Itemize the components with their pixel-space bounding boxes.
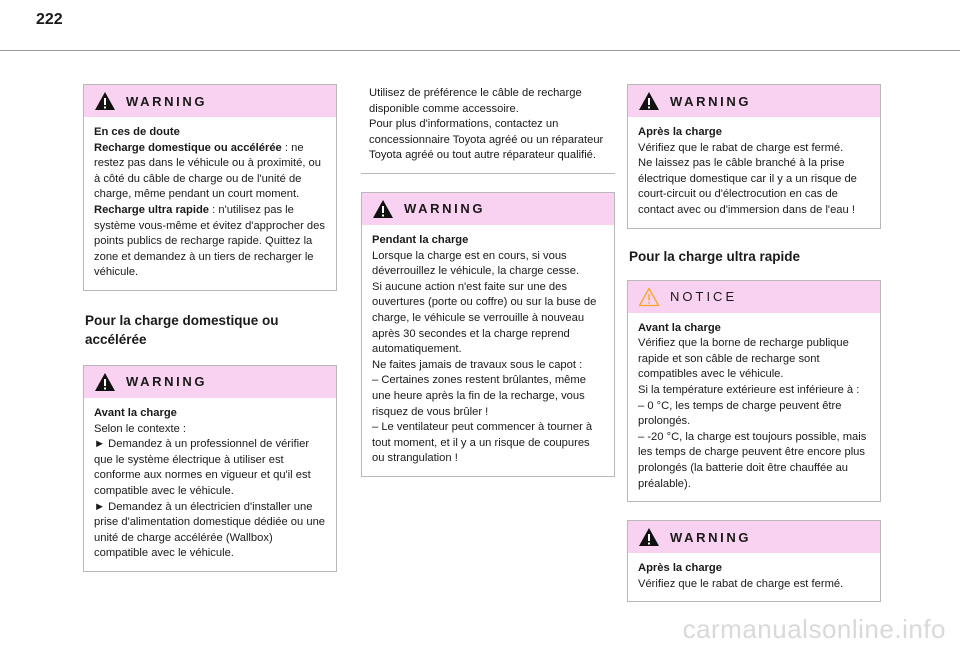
notice-paragraph: Si la température extérieure est inférieure à :	[638, 383, 860, 396]
warning-box-during-charge	[361, 192, 615, 477]
warning-body	[628, 553, 880, 601]
warning-triangle-icon	[638, 527, 660, 547]
warning-body	[84, 398, 336, 571]
warning-triangle-icon	[372, 199, 394, 219]
warning-paragraph: Vérifiez que le rabat de charge est fermé.	[638, 141, 844, 154]
warning-paragraph: Ne faites jamais de travaux sous le capot :	[372, 358, 583, 371]
notice-paragraph: – -20 °C, la charge est toujours possible, mais les temps de charge peuvent être encore plus prolongés (la batterie doit être chauffée au préalable).	[638, 430, 867, 490]
page-number: 222	[36, 11, 63, 28]
warning-triangle-icon	[94, 91, 116, 111]
warning-box-after-charge	[627, 84, 881, 229]
warning-subtitle: Après la charge	[638, 562, 722, 575]
warning-box-doubt	[83, 84, 337, 291]
notice-paragraph: Vérifiez que la borne de recharge publique rapide et son câble de recharge sont compatibles avec le véhicule.	[638, 337, 849, 381]
section-title-domestic: Pour la charge domestique ou accélérée	[85, 312, 279, 347]
warning-paragraph: Lorsque la charge est en cours, si vous déverrouillez le véhicule, la charge cesse.	[372, 249, 580, 278]
warning-triangle-icon	[94, 372, 116, 392]
warning-paragraph: – Le ventilateur peut commencer à tourner à tout moment, et il y a un risque de coupures ou strangulation !	[372, 421, 593, 465]
warning-header	[628, 85, 880, 117]
warning-title: WARNING	[670, 529, 752, 545]
warning-paragraph	[94, 141, 326, 203]
paragraph: Utilisez de préférence le câble de recharge disponible comme accessoire.	[369, 87, 582, 115]
warning-body	[628, 117, 880, 228]
notice-body	[628, 313, 880, 502]
warning-header	[628, 521, 880, 553]
warning-paragraph: ► Demandez à un électricien d'installer une prise d'alimentation domestique dédiée ou une unité de charge accélérée (Wallbox) compatible avec le véhicule.	[94, 500, 326, 560]
warning-box-after-charge-2	[627, 520, 881, 602]
watermark[interactable]: carmanualsonline.info	[682, 614, 946, 644]
notice-title: NOTICE	[670, 289, 738, 305]
warning-paragraph	[94, 203, 326, 281]
inline-label: Recharge domestique ou accélérée	[94, 141, 282, 154]
inline-label: Recharge ultra rapide	[94, 203, 210, 216]
warning-triangle-icon	[638, 91, 660, 111]
warning-header	[362, 193, 614, 225]
warning-subtitle: En ces de doute	[94, 126, 180, 138]
inline-text: : n'utilisez pas le système vous-même et évitez d'approcher des points publics de recharge rapide. Quittez la zone et demandez à un tiers de recharger le véhicule.	[94, 203, 325, 279]
warning-title: WARNING	[404, 201, 486, 217]
notice-box	[627, 280, 881, 503]
warning-paragraph: Vérifiez que le rabat de charge est fermé.	[638, 577, 844, 590]
warning-paragraph: Ne laissez pas le câble branché à la prise électrique domestique car il y a un risque de court-circuit ou d'électrocution en cas de contact avec ou d'immersion dans de l'eau !	[638, 157, 857, 216]
warning-header	[84, 85, 336, 117]
warning-paragraph: Si aucune action n'est faite sur une des ouvertures (porte ou coffre) ou sur la buse de charge, le véhicule se verrouille à nouveau après 30 secondes et la charge reprend automatiquement.	[372, 280, 597, 356]
warning-subtitle: Avant la charge	[94, 406, 177, 419]
warning-subtitle: Pendant la charge	[372, 233, 469, 246]
warning-title: WARNING	[670, 93, 752, 109]
warning-body	[84, 117, 336, 290]
column-right	[627, 84, 881, 620]
warning-paragraph: Selon le contexte :	[94, 422, 187, 435]
notice-paragraph: – 0 °C, les temps de charge peuvent être prolongés.	[638, 399, 842, 428]
notice-triangle-icon	[638, 287, 660, 307]
column-left	[83, 84, 337, 590]
warning-body	[362, 225, 614, 476]
warning-subtitle: Après la charge	[638, 126, 722, 138]
warning-paragraph: ► Demandez à un professionnel de vérifier que le système électrique à utiliser est conforme aux normes en vigueur et qu'il est compatible avec le véhicule.	[94, 438, 311, 497]
paragraph: Pour plus d'informations, contactez un concessionnaire Toyota agréé ou un réparateur Toyota agréé ou tout autre réparateur qualifié.	[369, 118, 604, 162]
warning-title: WARNING	[126, 374, 208, 390]
inline-text: : ne restez pas dans le véhicule ou à proximité, ou à côté du câble de charge ou de l'unité de charge, même pendant un court moment.	[94, 141, 321, 201]
header-divider	[0, 50, 960, 51]
warning-header	[84, 366, 336, 398]
warning-paragraph: – Certaines zones restent brûlantes, même une heure après la fin de la recharge, vous risquez de vous brûler !	[372, 374, 586, 418]
warning-title: WARNING	[126, 93, 208, 109]
notice-subtitle: Avant la charge	[638, 321, 721, 334]
continued-text	[361, 84, 615, 174]
column-middle	[361, 84, 615, 495]
warning-box-before-charge	[83, 365, 337, 572]
notice-header	[628, 281, 880, 313]
section-title-ultra-fast: Pour la charge ultra rapide	[629, 248, 801, 264]
